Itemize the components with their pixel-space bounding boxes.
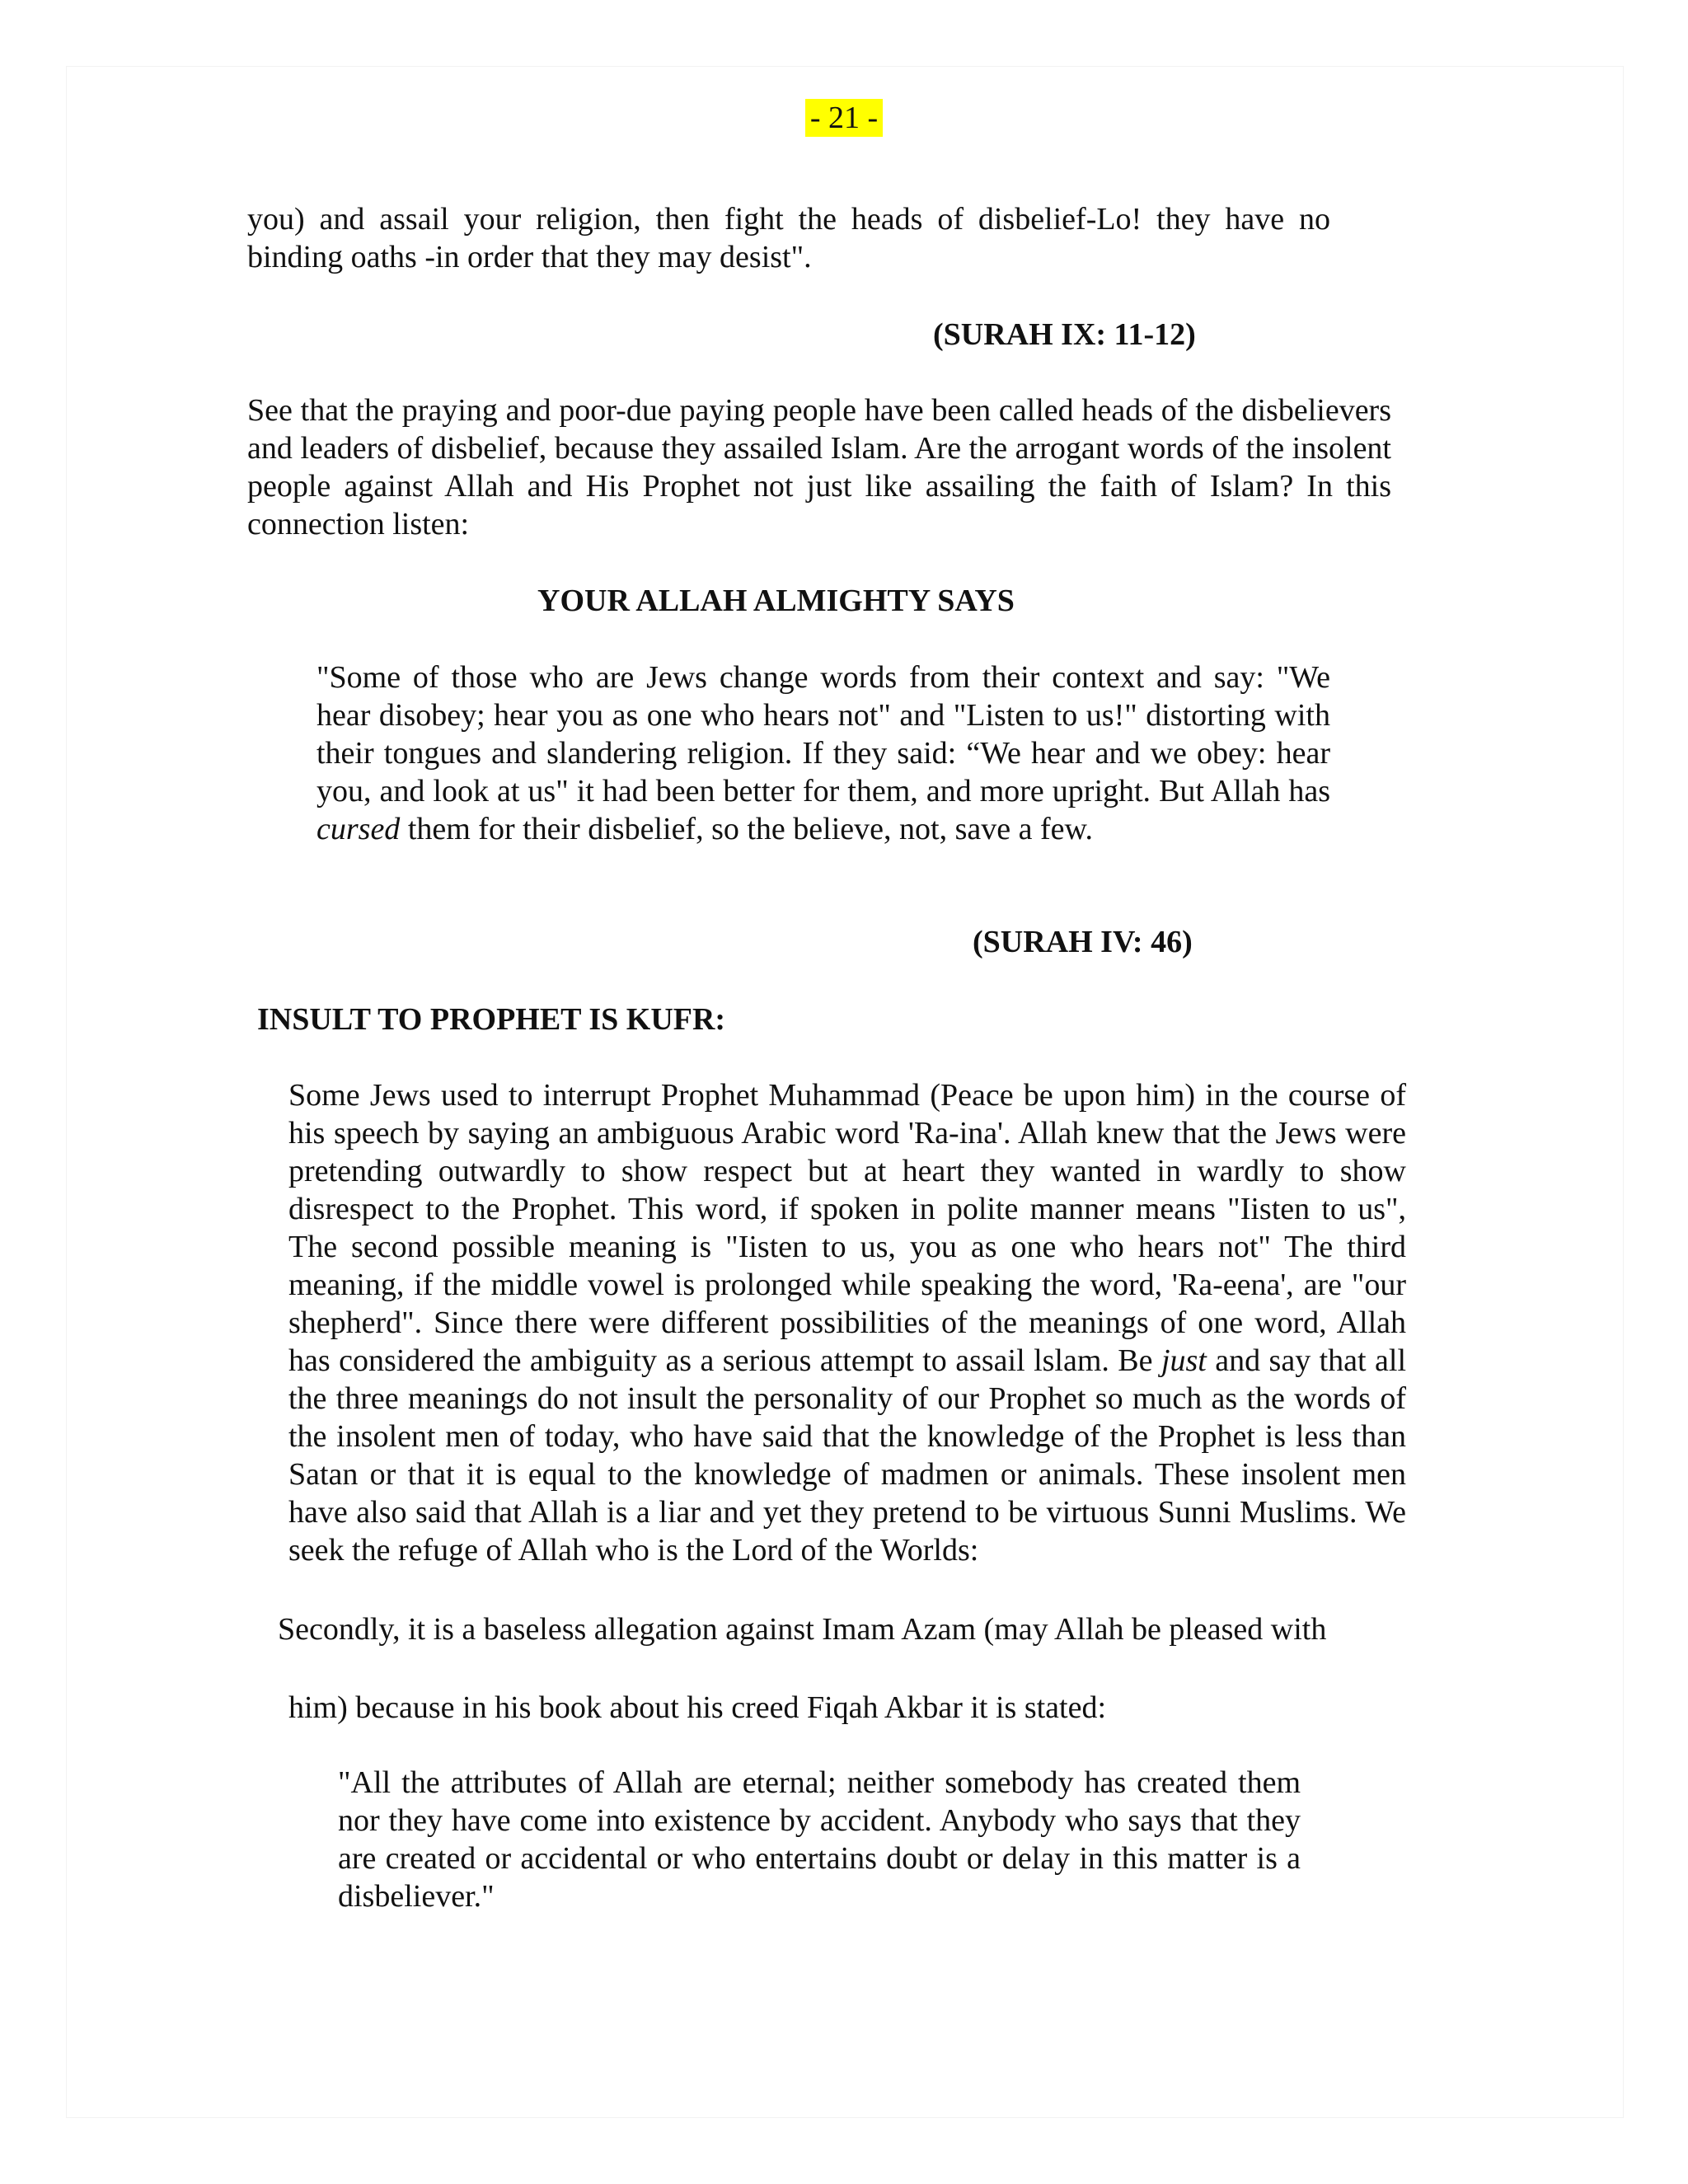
- page-number: [0, 97, 1688, 138]
- section-heading-allah-says: YOUR ALLAH ALMIGHTY SAYS: [537, 583, 1015, 618]
- paragraph-1-text: See that the praying and poor-due paying people have been called heads of the disbelievers and leaders of disbelief, because they assailed Islam. Are the arrogant words of the insolent people against Allah and His Prophet not just like assailing the faith of Islam? In this connection listen:: [247, 393, 1391, 541]
- opening-paragraph: [247, 200, 1330, 276]
- quote-2: [338, 1764, 1301, 1915]
- paragraph-2-text: [288, 1076, 1406, 1569]
- quote-1-text: [316, 658, 1330, 848]
- surah-reference-2: (SURAH IV: 46): [973, 925, 1193, 959]
- quote-1-text-after: them for their disbelief, so the believe, not, save a few.: [400, 812, 1093, 846]
- paragraph-2: [288, 1076, 1406, 1569]
- paragraph-2-text-before: Some Jews used to interrupt Prophet Muhammad (Peace be upon him) in the course of his speech by saying an ambiguous Arabic word 'Ra-ina'. Allah knew that the Jews were pretending outwardly to show respect but at heart they wanted in wardly to show disrespect to the Prophet. This word, if spoken in polite manner means "Iisten to us", The second possible meaning is "Iisten to us, you as one who hears not" The third meaning, if the middle vowel is prolonged while speaking the word, 'Ra-eena', are "our shepherd". Since there were different possibilities of the meanings of one word, Allah has considered the ambiguity as a serious attempt to assail lslam. Be: [288, 1078, 1406, 1378]
- paragraph-1: [247, 391, 1391, 543]
- paragraph-2-text-after: and say that all the three meanings do not insult the personality of our Prophet so much as the words of the insolent men of today, who have said that the knowledge of the Prophet is less than Satan or that it is equal to the knowledge of madmen or animals. These insolent men have also said that Allah is a liar and yet they pretend to be virtuous Sunni Muslims. We seek the refuge of Allah who is the Lord of the Worlds:: [288, 1343, 1406, 1568]
- paragraph-3-line-2: him) because in his book about his creed Fiqah Akbar it is stated:: [288, 1690, 1107, 1725]
- paragraph-2-italic: just: [1160, 1343, 1207, 1378]
- page-number-label: - 21 -: [805, 99, 883, 137]
- section-heading-insult: INSULT TO PROPHET IS KUFR:: [257, 1002, 726, 1037]
- quote-1-italic: cursed: [316, 812, 401, 846]
- quote-1: [316, 658, 1330, 848]
- paragraph-3-line-1: Secondly, it is a baseless allegation against Imam Azam (may Allah be pleased with: [278, 1612, 1327, 1647]
- quote-1-text-before: "Some of those who are Jews change words from their context and say: "We hear disobey; hear you as one who hears not" and "Listen to us!" distorting with their tongues and slandering religion. If they said: “We hear and we obey: hear you, and look at us" it had been better for them, and more upright. But Allah has: [316, 660, 1330, 808]
- quote-2-text: "All the attributes of Allah are eternal; neither somebody has created them nor they have come into existence by accident. Anybody who says that they are created or accidental or who entertains doubt or delay in this matter is a disbeliever.": [338, 1765, 1301, 1914]
- opening-text: you) and assail your religion, then fight the heads of disbelief-Lo! they have no binding oaths -in order that they may desist".: [247, 202, 1330, 274]
- surah-reference-1: (SURAH IX: 11-12): [933, 317, 1196, 352]
